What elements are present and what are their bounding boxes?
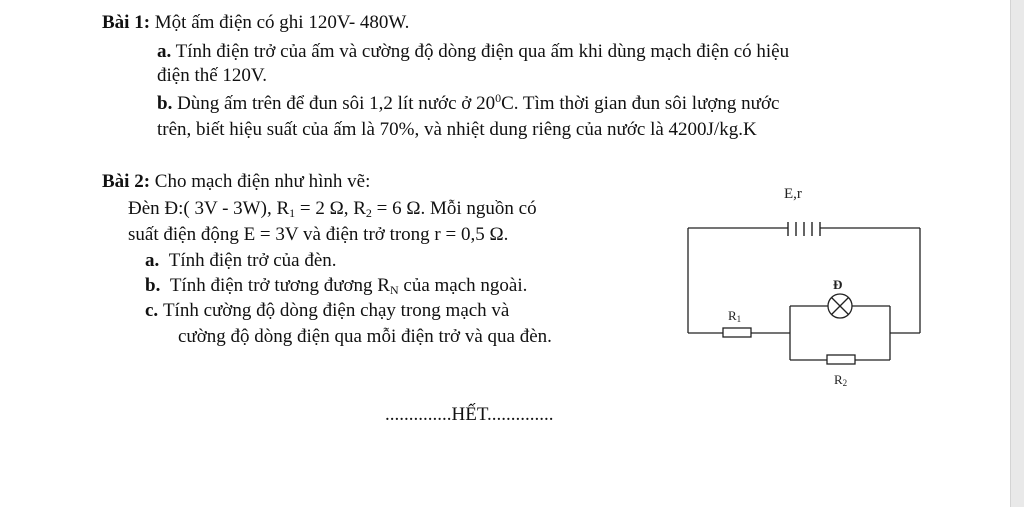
bai1-b-line1-post: C. Tìm thời gian đun sôi lượng nước	[501, 93, 780, 114]
bai1-heading	[102, 12, 409, 34]
circuit-diagram	[680, 178, 930, 398]
bai2-b-sub: N	[389, 283, 399, 297]
bai2-heading	[102, 171, 370, 193]
r1-label-sub: 1	[736, 314, 742, 324]
bai2-part-c	[145, 300, 509, 322]
r1-label-letter: R	[728, 308, 737, 323]
bai1-b-line1-pre: Dùng ấm trên để đun sôi 1,2 lít nước ở 20	[177, 93, 496, 114]
bai2-part-b	[145, 275, 527, 297]
bai2-r1-sub: 1	[289, 206, 296, 220]
bai2-b-post: của mạch ngoài.	[398, 275, 528, 296]
r2-label-sub: 2	[842, 378, 848, 388]
bai1-part-a	[157, 41, 789, 63]
bai2-part-a	[145, 250, 337, 272]
bai2-c-label: c.	[145, 300, 159, 321]
window-edge	[1010, 0, 1024, 507]
resistor-r2	[827, 355, 855, 364]
bai2-line2: suất điện động E = 3V và điện trở trong r = 0,5 Ω.	[128, 224, 509, 245]
bai1-part-b	[157, 93, 779, 115]
bai2-line1-p3: = 6 Ω. Mỗi nguồn có	[371, 198, 537, 219]
bai2-b-label: b.	[145, 275, 161, 296]
r2-label-letter: R	[834, 372, 843, 387]
bai1-b-degree: 0	[495, 91, 502, 105]
resistor-r1	[723, 328, 751, 337]
r1-label	[728, 308, 741, 324]
bai2-c-line2: cường độ dòng điện qua mỗi điện trở và qua đèn.	[178, 326, 552, 347]
lamp-label: Đ	[833, 277, 843, 292]
bai2-a-text: Tính điện trở của đèn.	[168, 250, 337, 271]
source-label: E,r	[784, 186, 802, 202]
bai2-a-label: a.	[145, 250, 160, 271]
bai1-title: Bài 1:	[102, 12, 151, 33]
bai2-r2-sub: 2	[365, 206, 372, 220]
r2-label	[834, 372, 847, 388]
bai2-line1	[128, 198, 537, 220]
bai1-a-label: a.	[157, 41, 172, 62]
bai1-a-line2: điện thế 120V.	[157, 65, 267, 86]
bai1-b-line2: trên, biết hiệu suất của ấm là 70%, và nhiệt dung riêng của nước là 4200J/kg.K	[157, 119, 757, 140]
bai1-b-label: b.	[157, 93, 173, 114]
end-marker: ..............HẾT..............	[385, 404, 554, 425]
bai1-intro: Một ấm điện có ghi 120V- 480W.	[154, 12, 410, 33]
bai2-line1-p2: = 2 Ω, R	[295, 198, 366, 219]
bai2-b-pre: Tính điện trở tương đương R	[169, 275, 390, 296]
bai2-c-line1: Tính cường độ dòng điện chạy trong mạch và	[162, 300, 510, 321]
bai2-intro: Cho mạch điện như hình vẽ:	[154, 171, 371, 192]
bai2-line1-p1: Đèn Đ:( 3V - 3W), R	[128, 198, 290, 219]
bai1-a-line1: Tính điện trở của ấm và cường độ dòng điện qua ấm khi dùng mạch điện có hiệu	[175, 41, 790, 62]
bai2-title: Bài 2:	[102, 171, 151, 192]
